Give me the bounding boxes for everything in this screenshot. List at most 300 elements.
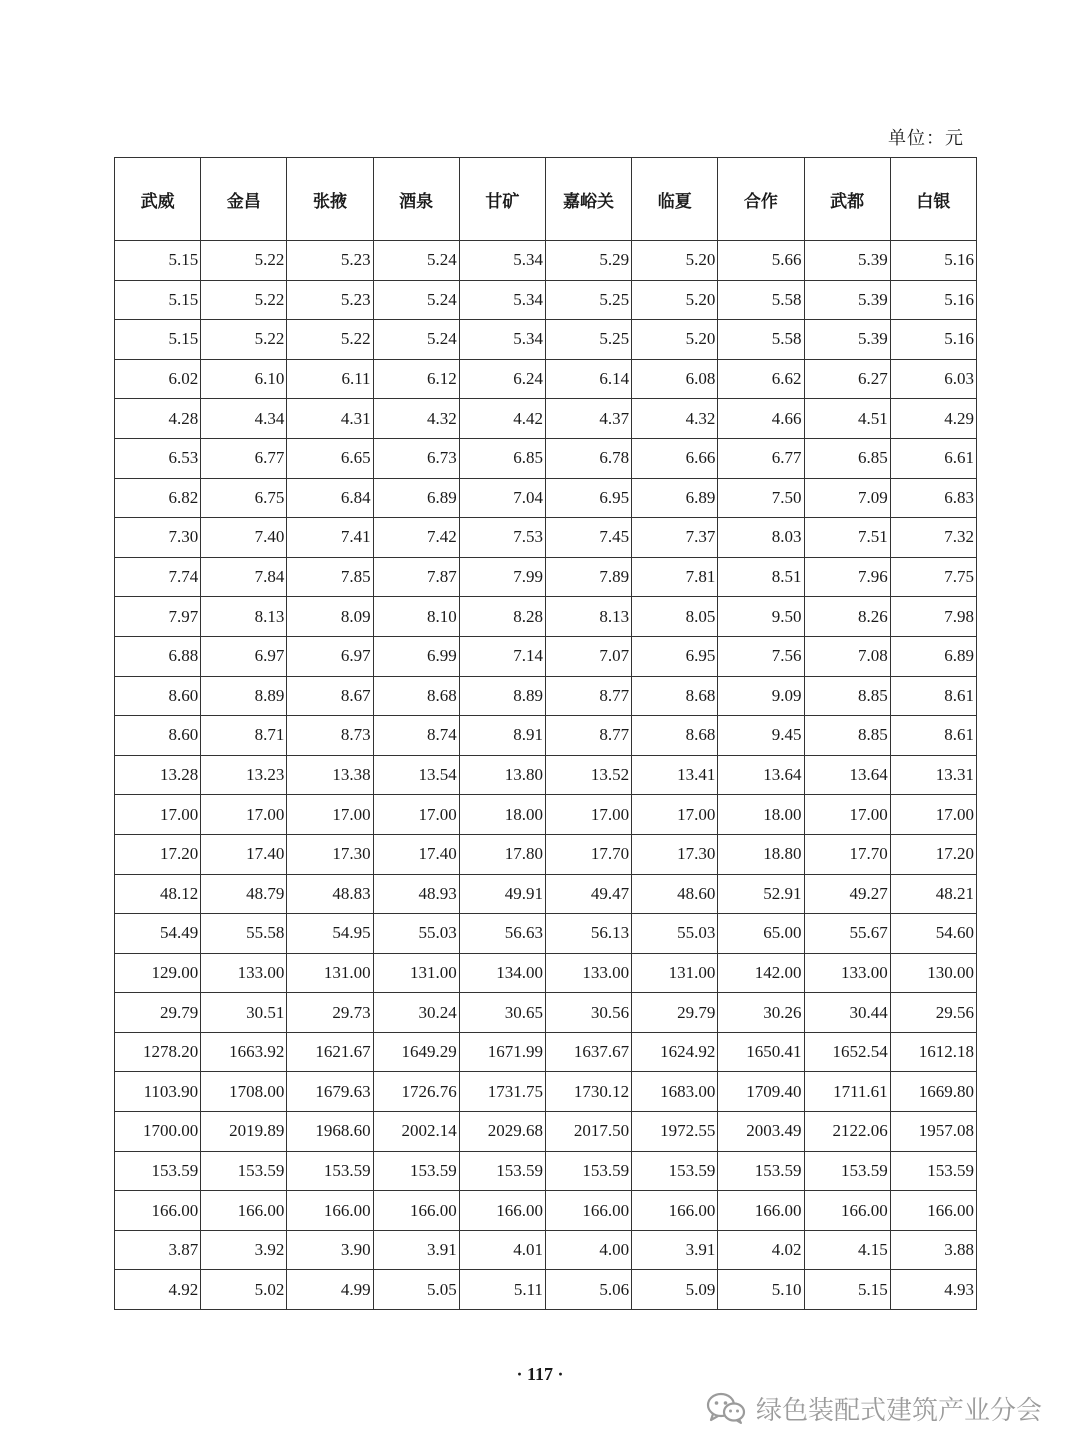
table-row [115,755,977,795]
table-cell: 6.65 [287,438,373,478]
column-header: 白银 [890,158,976,241]
table-cell: 1700.00 [115,1112,201,1152]
table-cell: 4.32 [632,399,718,439]
table-cell: 2122.06 [804,1112,890,1152]
table-cell: 166.00 [718,1191,804,1231]
table-cell: 1637.67 [545,1032,631,1072]
table-cell: 1663.92 [201,1032,287,1072]
table-cell: 13.23 [201,755,287,795]
table-cell: 2002.14 [373,1112,459,1152]
table-cell: 7.85 [287,557,373,597]
column-header: 武都 [804,158,890,241]
table-cell: 8.77 [545,716,631,756]
table-cell: 17.00 [287,795,373,835]
column-header: 嘉峪关 [545,158,631,241]
table-cell: 30.56 [545,993,631,1033]
table-cell: 8.68 [632,676,718,716]
table-cell: 8.51 [718,557,804,597]
table-cell: 153.59 [632,1151,718,1191]
table-cell: 3.91 [632,1230,718,1270]
table-cell: 4.01 [459,1230,545,1270]
table-cell: 6.85 [459,438,545,478]
table-cell: 166.00 [545,1191,631,1231]
table-cell: 131.00 [632,953,718,993]
table-cell: 7.45 [545,518,631,558]
table-cell: 7.89 [545,557,631,597]
table-cell: 8.71 [201,716,287,756]
table-cell: 5.16 [890,320,976,360]
table-cell: 1683.00 [632,1072,718,1112]
table-cell: 13.64 [804,755,890,795]
table-row [115,478,977,518]
table-cell: 13.64 [718,755,804,795]
table-row [115,795,977,835]
page-number: · 117 · [516,1364,564,1384]
table-cell: 55.58 [201,914,287,954]
table-cell: 6.88 [115,636,201,676]
table-cell: 1711.61 [804,1072,890,1112]
table-cell: 3.87 [115,1230,201,1270]
table-cell: 7.42 [373,518,459,558]
table-cell: 5.15 [115,280,201,320]
table-cell: 6.78 [545,438,631,478]
table-cell: 13.80 [459,755,545,795]
table-cell: 6.97 [287,636,373,676]
table-cell: 17.00 [373,795,459,835]
table-cell: 9.45 [718,716,804,756]
table-cell: 6.77 [718,438,804,478]
table-cell: 3.88 [890,1230,976,1270]
table-cell: 7.04 [459,478,545,518]
column-header: 甘矿 [459,158,545,241]
table-cell: 8.68 [373,676,459,716]
table-cell: 1649.29 [373,1032,459,1072]
table-row [115,1112,977,1152]
table-cell: 7.75 [890,557,976,597]
table-cell: 5.22 [201,320,287,360]
table-cell: 1621.67 [287,1032,373,1072]
table-cell: 7.84 [201,557,287,597]
table-cell: 8.28 [459,597,545,637]
table-cell: 5.24 [373,320,459,360]
column-header: 酒泉 [373,158,459,241]
table-cell: 17.20 [115,834,201,874]
table-cell: 29.56 [890,993,976,1033]
table-cell: 6.53 [115,438,201,478]
table-cell: 8.67 [287,676,373,716]
table-cell: 6.11 [287,359,373,399]
table-cell: 6.62 [718,359,804,399]
wechat-icon [706,1391,746,1425]
table-cell: 1972.55 [632,1112,718,1152]
column-header: 武威 [115,158,201,241]
table-cell: 5.09 [632,1270,718,1310]
table-cell: 1730.12 [545,1072,631,1112]
table-cell: 5.22 [287,320,373,360]
table-cell: 5.22 [201,241,287,281]
table-cell: 30.24 [373,993,459,1033]
table-cell: 8.77 [545,676,631,716]
table-cell: 8.85 [804,716,890,756]
table-cell: 9.09 [718,676,804,716]
table-row [115,438,977,478]
table-cell: 17.80 [459,834,545,874]
table-cell: 166.00 [804,1191,890,1231]
table-cell: 8.61 [890,676,976,716]
table-cell: 5.11 [459,1270,545,1310]
table-cell: 29.73 [287,993,373,1033]
table-cell: 4.66 [718,399,804,439]
table-row [115,241,977,281]
table-cell: 133.00 [545,953,631,993]
table-cell: 6.99 [373,636,459,676]
table-cell: 166.00 [632,1191,718,1231]
table-cell: 153.59 [287,1151,373,1191]
column-header: 合作 [718,158,804,241]
table-cell: 4.51 [804,399,890,439]
table-cell: 5.29 [545,241,631,281]
table-cell: 7.97 [115,597,201,637]
table-cell: 131.00 [373,953,459,993]
table-cell: 17.40 [373,834,459,874]
table-cell: 6.61 [890,438,976,478]
table-cell: 17.40 [201,834,287,874]
table-cell: 5.25 [545,280,631,320]
table-row [115,874,977,914]
table-cell: 1957.08 [890,1112,976,1152]
table-cell: 5.16 [890,241,976,281]
table-row [115,597,977,637]
table-cell: 4.29 [890,399,976,439]
table-cell: 7.56 [718,636,804,676]
table-row [115,557,977,597]
table-cell: 8.05 [632,597,718,637]
table-cell: 4.28 [115,399,201,439]
table-cell: 142.00 [718,953,804,993]
table-cell: 48.79 [201,874,287,914]
table-cell: 5.39 [804,320,890,360]
table-cell: 4.93 [890,1270,976,1310]
table-cell: 13.31 [890,755,976,795]
table-cell: 1612.18 [890,1032,976,1072]
table-cell: 17.00 [115,795,201,835]
table-cell: 56.63 [459,914,545,954]
table-cell: 30.51 [201,993,287,1033]
table-row [115,1230,977,1270]
table-cell: 6.95 [545,478,631,518]
table-cell: 5.20 [632,241,718,281]
table-cell: 1709.40 [718,1072,804,1112]
table-cell: 1278.20 [115,1032,201,1072]
table-cell: 8.60 [115,716,201,756]
table-cell: 9.50 [718,597,804,637]
table-cell: 5.24 [373,241,459,281]
table-row [115,676,977,716]
table-cell: 6.66 [632,438,718,478]
table-cell: 166.00 [201,1191,287,1231]
table-cell: 5.22 [201,280,287,320]
table-cell: 29.79 [632,993,718,1033]
table-cell: 49.27 [804,874,890,914]
table-cell: 7.81 [632,557,718,597]
table-cell: 1968.60 [287,1112,373,1152]
table-cell: 4.37 [545,399,631,439]
table-cell: 7.99 [459,557,545,597]
table-cell: 18.00 [459,795,545,835]
table-cell: 8.73 [287,716,373,756]
table-row [115,1032,977,1072]
table-cell: 5.39 [804,280,890,320]
table-cell: 3.92 [201,1230,287,1270]
table-cell: 5.66 [718,241,804,281]
table-cell: 5.02 [201,1270,287,1310]
table-cell: 134.00 [459,953,545,993]
table-cell: 54.60 [890,914,976,954]
table-cell: 8.03 [718,518,804,558]
table-cell: 13.38 [287,755,373,795]
table-cell: 153.59 [201,1151,287,1191]
table-cell: 29.79 [115,993,201,1033]
table-cell: 3.91 [373,1230,459,1270]
table-cell: 7.37 [632,518,718,558]
table-cell: 17.30 [632,834,718,874]
table-cell: 8.13 [545,597,631,637]
table-cell: 17.00 [201,795,287,835]
table-row [115,993,977,1033]
table-row [115,1072,977,1112]
table-cell: 1679.63 [287,1072,373,1112]
table-cell: 5.23 [287,241,373,281]
table-cell: 5.15 [115,241,201,281]
table-cell: 5.23 [287,280,373,320]
table-row [115,320,977,360]
table-cell: 48.21 [890,874,976,914]
table-cell: 5.25 [545,320,631,360]
table-cell: 6.73 [373,438,459,478]
table-cell: 4.00 [545,1230,631,1270]
table-cell: 166.00 [890,1191,976,1231]
table-cell: 6.95 [632,636,718,676]
table-cell: 1731.75 [459,1072,545,1112]
table-cell: 18.00 [718,795,804,835]
table-cell: 55.03 [632,914,718,954]
price-table [114,157,977,1310]
table-cell: 6.77 [201,438,287,478]
table-cell: 4.92 [115,1270,201,1310]
table-cell: 13.41 [632,755,718,795]
table-cell: 1624.92 [632,1032,718,1072]
table-cell: 6.75 [201,478,287,518]
table-cell: 48.60 [632,874,718,914]
table-cell: 8.68 [632,716,718,756]
table-cell: 7.32 [890,518,976,558]
table-cell: 7.07 [545,636,631,676]
table-cell: 1652.54 [804,1032,890,1072]
table-cell: 7.09 [804,478,890,518]
table-cell: 7.08 [804,636,890,676]
table-cell: 7.98 [890,597,976,637]
table-cell: 4.02 [718,1230,804,1270]
table-cell: 49.91 [459,874,545,914]
table-cell: 8.89 [459,676,545,716]
table-cell: 6.10 [201,359,287,399]
table-row [115,834,977,874]
table-cell: 131.00 [287,953,373,993]
table-header-row [115,158,977,241]
table-cell: 133.00 [804,953,890,993]
table-row [115,280,977,320]
table-cell: 5.58 [718,320,804,360]
table-cell: 153.59 [373,1151,459,1191]
table-cell: 54.95 [287,914,373,954]
table-cell: 8.91 [459,716,545,756]
table-cell: 166.00 [115,1191,201,1231]
table-cell: 17.00 [632,795,718,835]
table-cell: 5.24 [373,280,459,320]
table-cell: 166.00 [459,1191,545,1231]
table-cell: 6.85 [804,438,890,478]
table-cell: 129.00 [115,953,201,993]
table-cell: 5.06 [545,1270,631,1310]
table-cell: 6.89 [632,478,718,518]
table-cell: 48.12 [115,874,201,914]
table-cell: 153.59 [459,1151,545,1191]
table-cell: 2017.50 [545,1112,631,1152]
table-cell: 8.26 [804,597,890,637]
table-cell: 4.42 [459,399,545,439]
table-cell: 8.10 [373,597,459,637]
table-cell: 8.89 [201,676,287,716]
table-cell: 6.08 [632,359,718,399]
table-cell: 48.93 [373,874,459,914]
table-cell: 5.15 [804,1270,890,1310]
table-cell: 8.74 [373,716,459,756]
table-cell: 17.30 [287,834,373,874]
table-cell: 6.24 [459,359,545,399]
table-cell: 153.59 [890,1151,976,1191]
table-row [115,518,977,558]
table-cell: 17.00 [545,795,631,835]
table-cell: 7.87 [373,557,459,597]
table-cell: 6.89 [890,636,976,676]
table-cell: 52.91 [718,874,804,914]
table-cell: 6.03 [890,359,976,399]
table-cell: 65.00 [718,914,804,954]
watermark-text: 绿色装配式建筑产业分会 [756,1395,1043,1426]
watermark [706,1386,1042,1430]
table-cell: 6.12 [373,359,459,399]
table-cell: 6.84 [287,478,373,518]
table-cell: 17.00 [890,795,976,835]
table-cell: 8.09 [287,597,373,637]
table-cell: 5.39 [804,241,890,281]
table-cell: 6.27 [804,359,890,399]
table-cell: 5.34 [459,241,545,281]
table-cell: 5.20 [632,280,718,320]
table-cell: 30.65 [459,993,545,1033]
table-cell: 17.00 [804,795,890,835]
table-cell: 4.34 [201,399,287,439]
table-cell: 2019.89 [201,1112,287,1152]
table-row [115,1270,977,1310]
table-cell: 166.00 [287,1191,373,1231]
table-cell: 7.30 [115,518,201,558]
table-cell: 7.40 [201,518,287,558]
table-cell: 6.82 [115,478,201,518]
table-cell: 4.31 [287,399,373,439]
table-cell: 6.83 [890,478,976,518]
table-cell: 1650.41 [718,1032,804,1072]
table-cell: 55.03 [373,914,459,954]
table-cell: 18.80 [718,834,804,874]
table-cell: 4.15 [804,1230,890,1270]
table-cell: 4.32 [373,399,459,439]
table-cell: 13.54 [373,755,459,795]
table-cell: 56.13 [545,914,631,954]
table-cell: 8.61 [890,716,976,756]
table-cell: 7.14 [459,636,545,676]
table-cell: 4.99 [287,1270,373,1310]
table-row [115,1151,977,1191]
table-cell: 153.59 [804,1151,890,1191]
table-cell: 7.74 [115,557,201,597]
table-cell: 30.26 [718,993,804,1033]
table-cell: 8.13 [201,597,287,637]
table-cell: 7.53 [459,518,545,558]
table-cell: 6.89 [373,478,459,518]
table-cell: 6.02 [115,359,201,399]
table-cell: 3.90 [287,1230,373,1270]
column-header: 张掖 [287,158,373,241]
table-cell: 133.00 [201,953,287,993]
table-cell: 5.10 [718,1270,804,1310]
table-body [115,241,977,1310]
table-cell: 1103.90 [115,1072,201,1112]
table-cell: 17.70 [545,834,631,874]
table-row [115,1191,977,1231]
column-header: 临夏 [632,158,718,241]
table-cell: 8.85 [804,676,890,716]
table-row [115,399,977,439]
table-cell: 153.59 [718,1151,804,1191]
table-row [115,953,977,993]
table-cell: 1726.76 [373,1072,459,1112]
table-cell: 5.16 [890,280,976,320]
table-cell: 5.34 [459,320,545,360]
table-cell: 5.05 [373,1270,459,1310]
table-cell: 54.49 [115,914,201,954]
table-cell: 5.20 [632,320,718,360]
unit-label: 单位：元 [888,128,964,149]
table-cell: 55.67 [804,914,890,954]
table-cell: 166.00 [373,1191,459,1231]
table-cell: 130.00 [890,953,976,993]
table-cell: 17.70 [804,834,890,874]
table-cell: 6.14 [545,359,631,399]
table-cell: 2003.49 [718,1112,804,1152]
table-cell: 5.58 [718,280,804,320]
table-cell: 7.41 [287,518,373,558]
table-cell: 17.20 [890,834,976,874]
table-row [115,359,977,399]
table-cell: 7.51 [804,518,890,558]
table-cell: 30.44 [804,993,890,1033]
table-row [115,716,977,756]
table-cell: 48.83 [287,874,373,914]
table-row [115,636,977,676]
table-cell: 7.50 [718,478,804,518]
table-cell: 13.52 [545,755,631,795]
